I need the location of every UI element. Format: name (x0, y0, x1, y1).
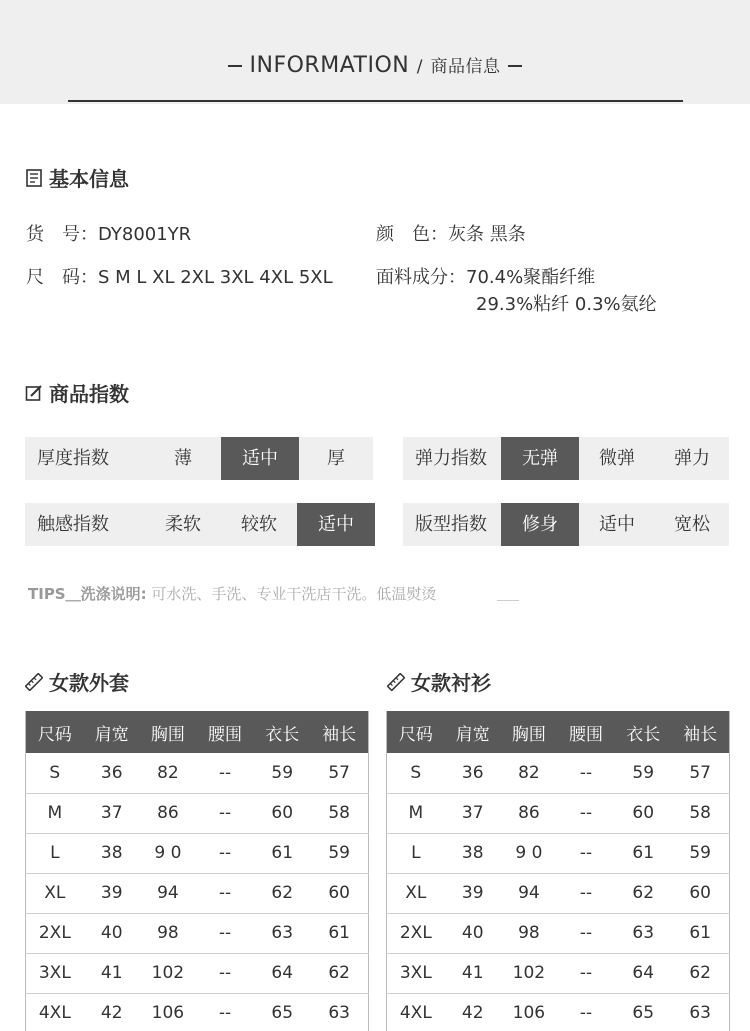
basic-info-title-text: 基本信息 (49, 167, 129, 191)
product-index-title-text: 商品指数 (49, 382, 129, 406)
table-cell: 62 (615, 873, 671, 913)
table-cell: XL (26, 873, 84, 913)
basic-info-title (25, 163, 129, 192)
table-cell: 39 (445, 873, 501, 913)
table-cell: 94 (140, 873, 196, 913)
index-row (25, 437, 373, 480)
header-dash-right (508, 65, 522, 67)
table-cell: 40 (84, 913, 140, 953)
table-cell: 60 (671, 873, 729, 913)
item-number-value: DY8001YR (98, 224, 192, 245)
fabric-label: 面料成分： (376, 267, 466, 288)
wash-tips (28, 583, 436, 604)
header-title (0, 52, 750, 78)
table-row (387, 913, 730, 953)
table-cell: 98 (501, 913, 557, 953)
table-cell: 82 (501, 753, 557, 793)
index-option-selected: 无弹 (501, 437, 579, 480)
table-cell: 39 (84, 873, 140, 913)
header-title-zh: 商品信息 (430, 57, 501, 77)
table-header-cell: 腰围 (196, 711, 254, 753)
table-cell: 4XL (26, 993, 84, 1031)
table-header-row (387, 711, 730, 753)
table-cell: 9 0 (501, 833, 557, 873)
color-label: 颜 色： (376, 224, 448, 245)
table-cell: 3XL (26, 953, 84, 993)
size-label: 尺 码： (26, 267, 98, 288)
table-cell: -- (557, 913, 615, 953)
table-cell: L (387, 833, 445, 873)
table-header-cell: 尺码 (387, 711, 445, 753)
table-cell: 3XL (387, 953, 445, 993)
index-row (25, 503, 375, 546)
table-cell: 60 (310, 873, 368, 913)
table-header-cell: 衣长 (254, 711, 310, 753)
shirt-table-title (387, 667, 491, 696)
index-row-label: 弹力指数 (415, 448, 487, 469)
table-cell: -- (196, 793, 254, 833)
info-header (0, 0, 750, 104)
table-cell: 63 (615, 913, 671, 953)
table-cell: 59 (310, 833, 368, 873)
table-header-cell: 胸围 (140, 711, 196, 753)
table-cell: 94 (501, 873, 557, 913)
table-header-cell: 腰围 (557, 711, 615, 753)
table-cell: -- (196, 913, 254, 953)
table-cell: 36 (84, 753, 140, 793)
table-cell: 98 (140, 913, 196, 953)
product-index-title (25, 378, 129, 407)
index-option-selected: 修身 (501, 503, 579, 546)
table-header-cell: 衣长 (615, 711, 671, 753)
table-cell: -- (557, 953, 615, 993)
table-cell: -- (196, 873, 254, 913)
table-row (26, 793, 369, 833)
table-cell: 4XL (387, 993, 445, 1031)
table-cell: -- (196, 833, 254, 873)
table-row (26, 873, 369, 913)
table-cell: 60 (254, 793, 310, 833)
table-cell: 62 (310, 953, 368, 993)
table-cell: 64 (615, 953, 671, 993)
table-row (387, 793, 730, 833)
table-cell: 38 (445, 833, 501, 873)
table-cell: 36 (445, 753, 501, 793)
table-cell: 37 (445, 793, 501, 833)
wash-tips-text: 可水洗、手洗、专业干洗店干洗。低温熨烫 (151, 585, 437, 603)
fabric-value-1: 70.4%聚酯纤维 (466, 267, 596, 288)
table-cell: -- (557, 833, 615, 873)
table-header-cell: 袖长 (671, 711, 729, 753)
table-cell: M (387, 793, 445, 833)
table-cell: 61 (671, 913, 729, 953)
table-cell: 86 (501, 793, 557, 833)
table-cell: 61 (615, 833, 671, 873)
table-row (387, 953, 730, 993)
table-cell: 58 (671, 793, 729, 833)
table-cell: -- (196, 953, 254, 993)
table-cell: 63 (310, 993, 368, 1031)
table-cell: 37 (84, 793, 140, 833)
index-option-selected: 适中 (221, 437, 299, 480)
header-title-en: INFORMATION (249, 53, 410, 78)
table-cell: 61 (310, 913, 368, 953)
ruler-icon (25, 673, 43, 691)
table-cell: 61 (254, 833, 310, 873)
table-cell: XL (387, 873, 445, 913)
item-number-line (26, 220, 191, 246)
table-cell: 63 (254, 913, 310, 953)
table-cell: 60 (615, 793, 671, 833)
table-cell: 2XL (387, 913, 445, 953)
table-cell: 2XL (26, 913, 84, 953)
table-cell: 40 (445, 913, 501, 953)
table-cell: 57 (671, 753, 729, 793)
index-option: 微弹 (599, 448, 635, 469)
table-cell: 86 (140, 793, 196, 833)
table-cell: 59 (671, 833, 729, 873)
table-cell: 41 (84, 953, 140, 993)
table-header-cell: 胸围 (501, 711, 557, 753)
table-cell: S (387, 753, 445, 793)
table-header-row (26, 711, 369, 753)
table-header-cell: 肩宽 (445, 711, 501, 753)
table-cell: 62 (671, 953, 729, 993)
table-cell: 59 (615, 753, 671, 793)
table-cell: 64 (254, 953, 310, 993)
table-row (26, 993, 369, 1031)
index-row-label: 触感指数 (37, 514, 109, 535)
table-row (387, 993, 730, 1031)
coat-size-table (25, 711, 369, 1031)
table-cell: -- (557, 873, 615, 913)
header-separator: / (416, 57, 423, 77)
header-dash-left (228, 65, 242, 67)
index-option: 较软 (241, 514, 277, 535)
document-icon (25, 169, 43, 187)
index-row-label: 厚度指数 (37, 448, 109, 469)
table-cell: 65 (254, 993, 310, 1031)
index-option-selected: 适中 (297, 503, 375, 546)
table-row (26, 913, 369, 953)
table-cell: -- (557, 993, 615, 1031)
table-cell: -- (557, 753, 615, 793)
table-cell: 106 (501, 993, 557, 1031)
fabric-line (376, 263, 595, 289)
table-cell: L (26, 833, 84, 873)
table-cell: -- (557, 793, 615, 833)
index-option: 弹力 (674, 448, 710, 469)
table-cell: M (26, 793, 84, 833)
table-row (387, 753, 730, 793)
color-value: 灰条 黑条 (448, 224, 526, 245)
color-line (376, 220, 526, 246)
table-cell: 59 (254, 753, 310, 793)
table-cell: 106 (140, 993, 196, 1031)
table-cell: 38 (84, 833, 140, 873)
table-row (26, 953, 369, 993)
table-cell: 41 (445, 953, 501, 993)
tips-divider (497, 600, 519, 601)
ruler-icon (387, 673, 405, 691)
index-option: 薄 (174, 448, 192, 469)
table-cell: 62 (254, 873, 310, 913)
table-row (387, 873, 730, 913)
table-row (26, 833, 369, 873)
shirt-size-table (386, 711, 730, 1031)
edit-icon (25, 384, 43, 402)
index-row (403, 503, 729, 546)
index-row-label: 版型指数 (415, 514, 487, 535)
table-cell: 42 (445, 993, 501, 1031)
table-header-cell: 尺码 (26, 711, 84, 753)
table-cell: -- (196, 993, 254, 1031)
table-row (26, 753, 369, 793)
index-option: 宽松 (674, 514, 710, 535)
table-cell: 63 (671, 993, 729, 1031)
table-cell: 9 0 (140, 833, 196, 873)
header-underline (68, 100, 683, 102)
table-cell: 102 (140, 953, 196, 993)
table-cell: 42 (84, 993, 140, 1031)
index-row (403, 437, 729, 480)
shirt-table-title-text: 女款衬衫 (411, 671, 491, 695)
coat-table-title (25, 667, 129, 696)
table-header-cell: 袖长 (310, 711, 368, 753)
table-cell: 57 (310, 753, 368, 793)
size-value: S M L XL 2XL 3XL 4XL 5XL (98, 267, 333, 288)
index-option: 适中 (599, 514, 635, 535)
table-row (387, 833, 730, 873)
item-number-label: 货 号： (26, 224, 98, 245)
size-line (26, 263, 333, 289)
coat-table-title-text: 女款外套 (49, 671, 129, 695)
table-cell: -- (196, 753, 254, 793)
table-header-cell: 肩宽 (84, 711, 140, 753)
wash-tips-prefix: TIPS＿洗涤说明: (28, 585, 147, 603)
index-option: 厚 (327, 448, 345, 469)
table-cell: S (26, 753, 84, 793)
table-cell: 82 (140, 753, 196, 793)
table-cell: 102 (501, 953, 557, 993)
table-cell: 65 (615, 993, 671, 1031)
index-option: 柔软 (165, 514, 201, 535)
table-cell: 58 (310, 793, 368, 833)
fabric-value-2: 29.3%粘纤 0.3%氨纶 (476, 294, 657, 315)
